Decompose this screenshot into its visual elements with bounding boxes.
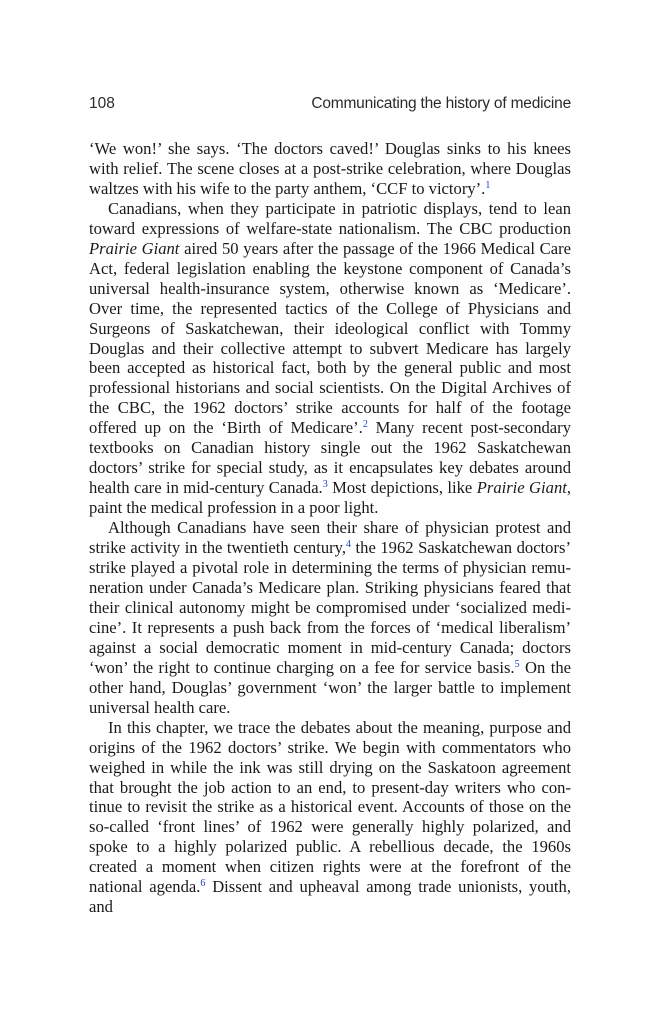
paragraph-3 [89,518,571,718]
footnote-ref-4[interactable]: 4 [346,539,352,551]
footnote-ref-1[interactable]: 1 [485,179,491,191]
paragraph-4 [89,718,571,918]
paragraph-2-text-a: Canadians, when they participate in patriotic displays, tend to lean toward expressions of welfare-state nationalism. The CBC production [89,198,571,238]
paragraph-3-text-c: On the other hand, Douglas’ government ‘won’ the larger battle to implement universal health care. [89,657,571,717]
page-number: 108 [89,95,115,112]
work-title: Prairie Giant [476,478,567,498]
paragraph-2-text-c: aired 50 years after the passage of the 1966 Medical Care Act, federal legislation enabling the keystone component of Canada’s universal health-insurance system, otherwise known as ‘Medicare’. Over time, the represented tactics of the College of Physicians and Surgeons of Saskatchewan, their ideological conflict with Tommy Douglas and their collective attempt to subvert Medicare has largely been accepted as historical fact, both by the general public and most professional historians and social scientists. On the Digital Archives of the CBC, the 1962 doctors’ strike accounts for half of the footage offered up on the ‘Birth of Medicare’. [89,238,571,438]
paragraph-2-text-d: Many recent post-secondary textbooks on Canadian history single out the 1962 Saskatchewan doctors’ strike for special study, as it encapsulates key debates around health care in mid-century Canada. [89,418,571,498]
work-title: Prairie Giant [89,238,180,258]
footnote-ref-5[interactable]: 5 [514,658,520,670]
footnote-ref-2[interactable]: 2 [362,419,368,431]
paragraph-2 [89,199,571,518]
paragraph-4-text-a: In this chapter, we trace the debates about the meaning, purpose and origins of the 1962 doctors’ strike. We begin with commentators who weighed in while the ink was still drying on the Saskatoon agreement that brought the job action to an end, to present-day writers who continue to revisit the strike as a historical event. Accounts of those on the so-called ‘front lines’ of 1962 were generally highly polarized, and spoke to a highly polarized public. A rebellious decade, the 1960s created a moment when citizen rights were at the forefront of the national agenda. [89,717,571,897]
paragraph-1-text: ‘We won!’ she says. ‘The doctors caved!’ Douglas sinks to his knees with relief. The scene closes at a post-strike celebration, where Douglas waltzes with his wife to the party anthem, ‘CCF to victory’. [89,139,571,198]
paragraph-3-text-b: the 1962 Saskatchewan doctors’ strike played a pivotal role in determining the terms of physician remuneration under Canada’s Medicare plan. Striking physicians feared that their clinical autonomy might be compromised under ‘socialized medicine’. It represents a push back from the forces of ‘medical liberalism’ against a social democratic moment in mid-century Canada; doctors ‘won’ the right to continue charging on a fee for service basis. [89,538,571,677]
footnote-ref-3[interactable]: 3 [322,479,328,491]
body-text [89,139,571,917]
paragraph-1 [89,139,571,199]
paragraph-2-text-e: Most depictions, like [327,478,477,498]
footnote-ref-6[interactable]: 6 [200,878,206,890]
paragraph-3-text-a: Although Canadians have seen their share of physician protest and strike activity in the twentieth century, [89,518,571,558]
paragraph-4-text-b: Dissent and upheaval among trade unionists, youth, and [89,877,571,917]
running-title: Communicating the history of medicine [311,95,571,112]
running-head [89,95,571,117]
paragraph-2-text-g: , paint the medical profession in a poor light. [89,478,572,518]
